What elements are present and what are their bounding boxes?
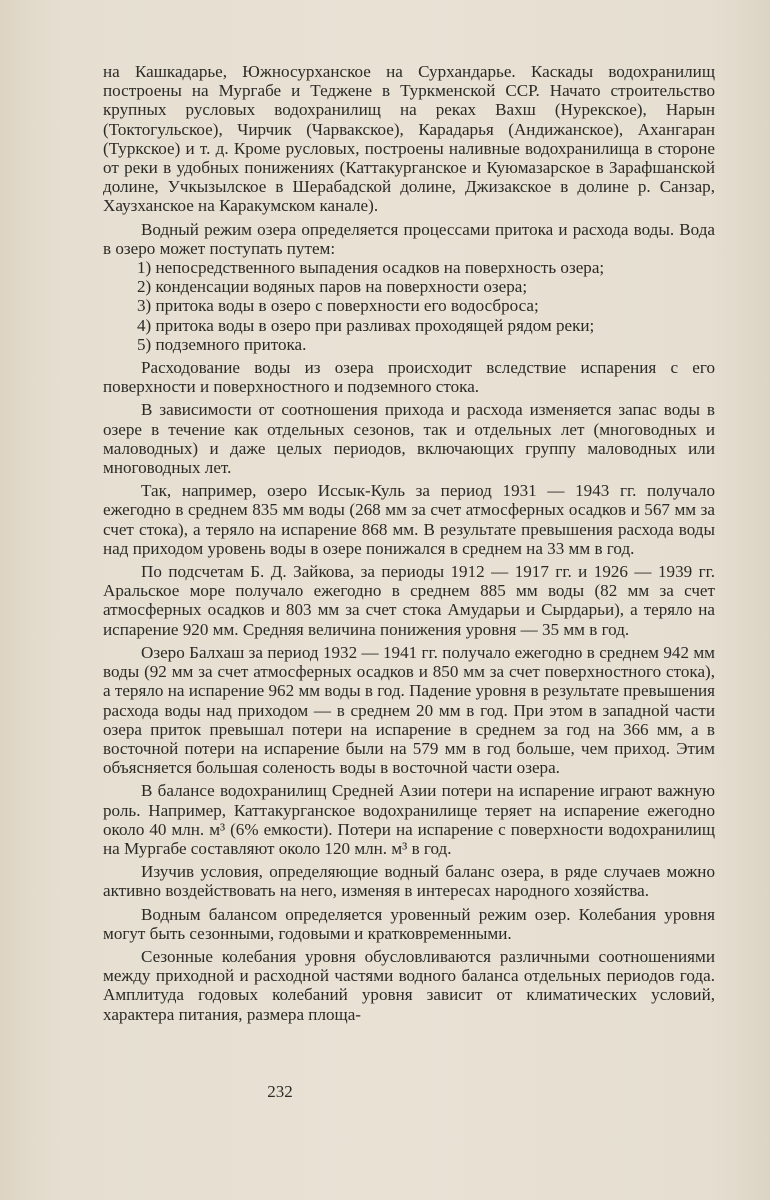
page-number: 232: [267, 1082, 293, 1101]
body-text: [103, 62, 715, 1024]
paragraph-water-regime: Водный режим озера определяется процессами притока и расхода воды. Вода в озеро может поступать путем:: [103, 219, 715, 258]
paragraph-outflow: Расходование воды из озера происходит вследствие испарения с его поверхности и поверхностного и подземного стока.: [103, 358, 715, 397]
list-item: 1) непосредственного выпадения осадков на поверхность озера;: [137, 258, 605, 278]
list-item: 4) притока воды в озеро при разливах проходящей рядом реки;: [137, 315, 595, 335]
list-item: 2) конденсации водяных паров на поверхности озера;: [137, 277, 528, 297]
paragraph-aral: По подсчетам Б. Д. Зайкова, за периоды 1912 — 1917 гг. и 1926 — 1939 гг. Аральское море получало ежегодно в среднем 885 мм воды (82 мм за счет атмосферных осадков и 803 мм за счет стока Амударьи и Сырдарьи), а теряло на испарение 920 мм. Средняя величина понижения уровня — 35 мм в год.: [103, 562, 715, 639]
paragraph-evaporation: В балансе водохранилищ Средней Азии потери на испарение играют важную роль. Например, Каттакурганское водохранилище теряет на испарение ежегодно около 40 млн. м³ (6% емкости). Потери на испарение с поверхности водохранилищ на Мургабе составляют около 120 млн. м³ в год.: [103, 781, 715, 858]
paragraph-seasonal: Сезонные колебания уровня обусловливаются различными соотношениями между приходной и расходной частями водного баланса отдельных периодов года. Амплитуда годовых колебаний уровня зависит от климатических условий, характера питания, размера площа-: [103, 946, 715, 1024]
inflow-sources-list: [103, 258, 715, 354]
paragraph-issyk-kul: Так, например, озеро Иссык-Куль за период 1931 — 1943 гг. получало ежегодно в среднем 835 мм воды (268 мм за счет атмосферных осадков и 567 мм за счет стока), а теряло на испарение 868 мм. В результате превышения расхода воды над приходом уровень воды в озере понижался в среднем на 33 мм в год.: [103, 481, 715, 558]
list-item: 5) подземного притока.: [137, 334, 307, 354]
paragraph-influence: Изучив условия, определяющие водный баланс озера, в ряде случаев можно активно воздействовать на него, изменяя в интересах народного хозяйства.: [103, 862, 715, 901]
paragraph-level-regime: Водным балансом определяется уровенный режим озер. Колебания уровня могут быть сезонными, годовыми и кратковременными.: [103, 904, 715, 943]
paragraph-reservoirs: на Кашкадарье, Южносурханское на Сурхандарье. Каскады водохранилищ построены на Мургабе и Теджене в Туркменской ССР. Начато строительство крупных русловых водохранилищ на реках Вахш (Нурекское), Нарын (Токтогульское), Чирчик (Чарвакское), Карадарья (Андижанское), Ахангаран (Туркское) и т. д. Кроме русловых, построены наливные водохранилища в стороне от реки в удобных понижениях (Каттакурганское и Куюмазарское в Зарафшанской долине, Учкызылское в Шерабадской долине, Джизакское в долине р. Санзар, Хаузханское на Каракумском канале).: [103, 62, 715, 216]
list-item: 3) притока воды в озеро с поверхности его водосброса;: [137, 296, 539, 316]
paragraph-balkhash: Озеро Балхаш за период 1932 — 1941 гг. получало ежегодно в среднем 942 мм воды (92 мм за счет атмосферных осадков и 850 мм за счет поверхностного стока), а теряло на испарение 962 мм воды в год. Падение уровня в результате превышения расхода воды над приходом — в среднем 20 мм в год. При этом в западной части озера приток превышал потери на испарение в среднем за год на 366 мм, а в восточной потери на испарение были на 579 мм в год больше, чем приход. Этим объясняется большая соленость воды в восточной части озера.: [103, 642, 715, 778]
paragraph-balance: В зависимости от соотношения прихода и расхода изменяется запас воды в озере в течение как отдельных сезонов, так и отдельных лет (многоводных и маловодных) и даже целых периодов, включающих группу маловодных или многоводных лет.: [103, 400, 715, 478]
